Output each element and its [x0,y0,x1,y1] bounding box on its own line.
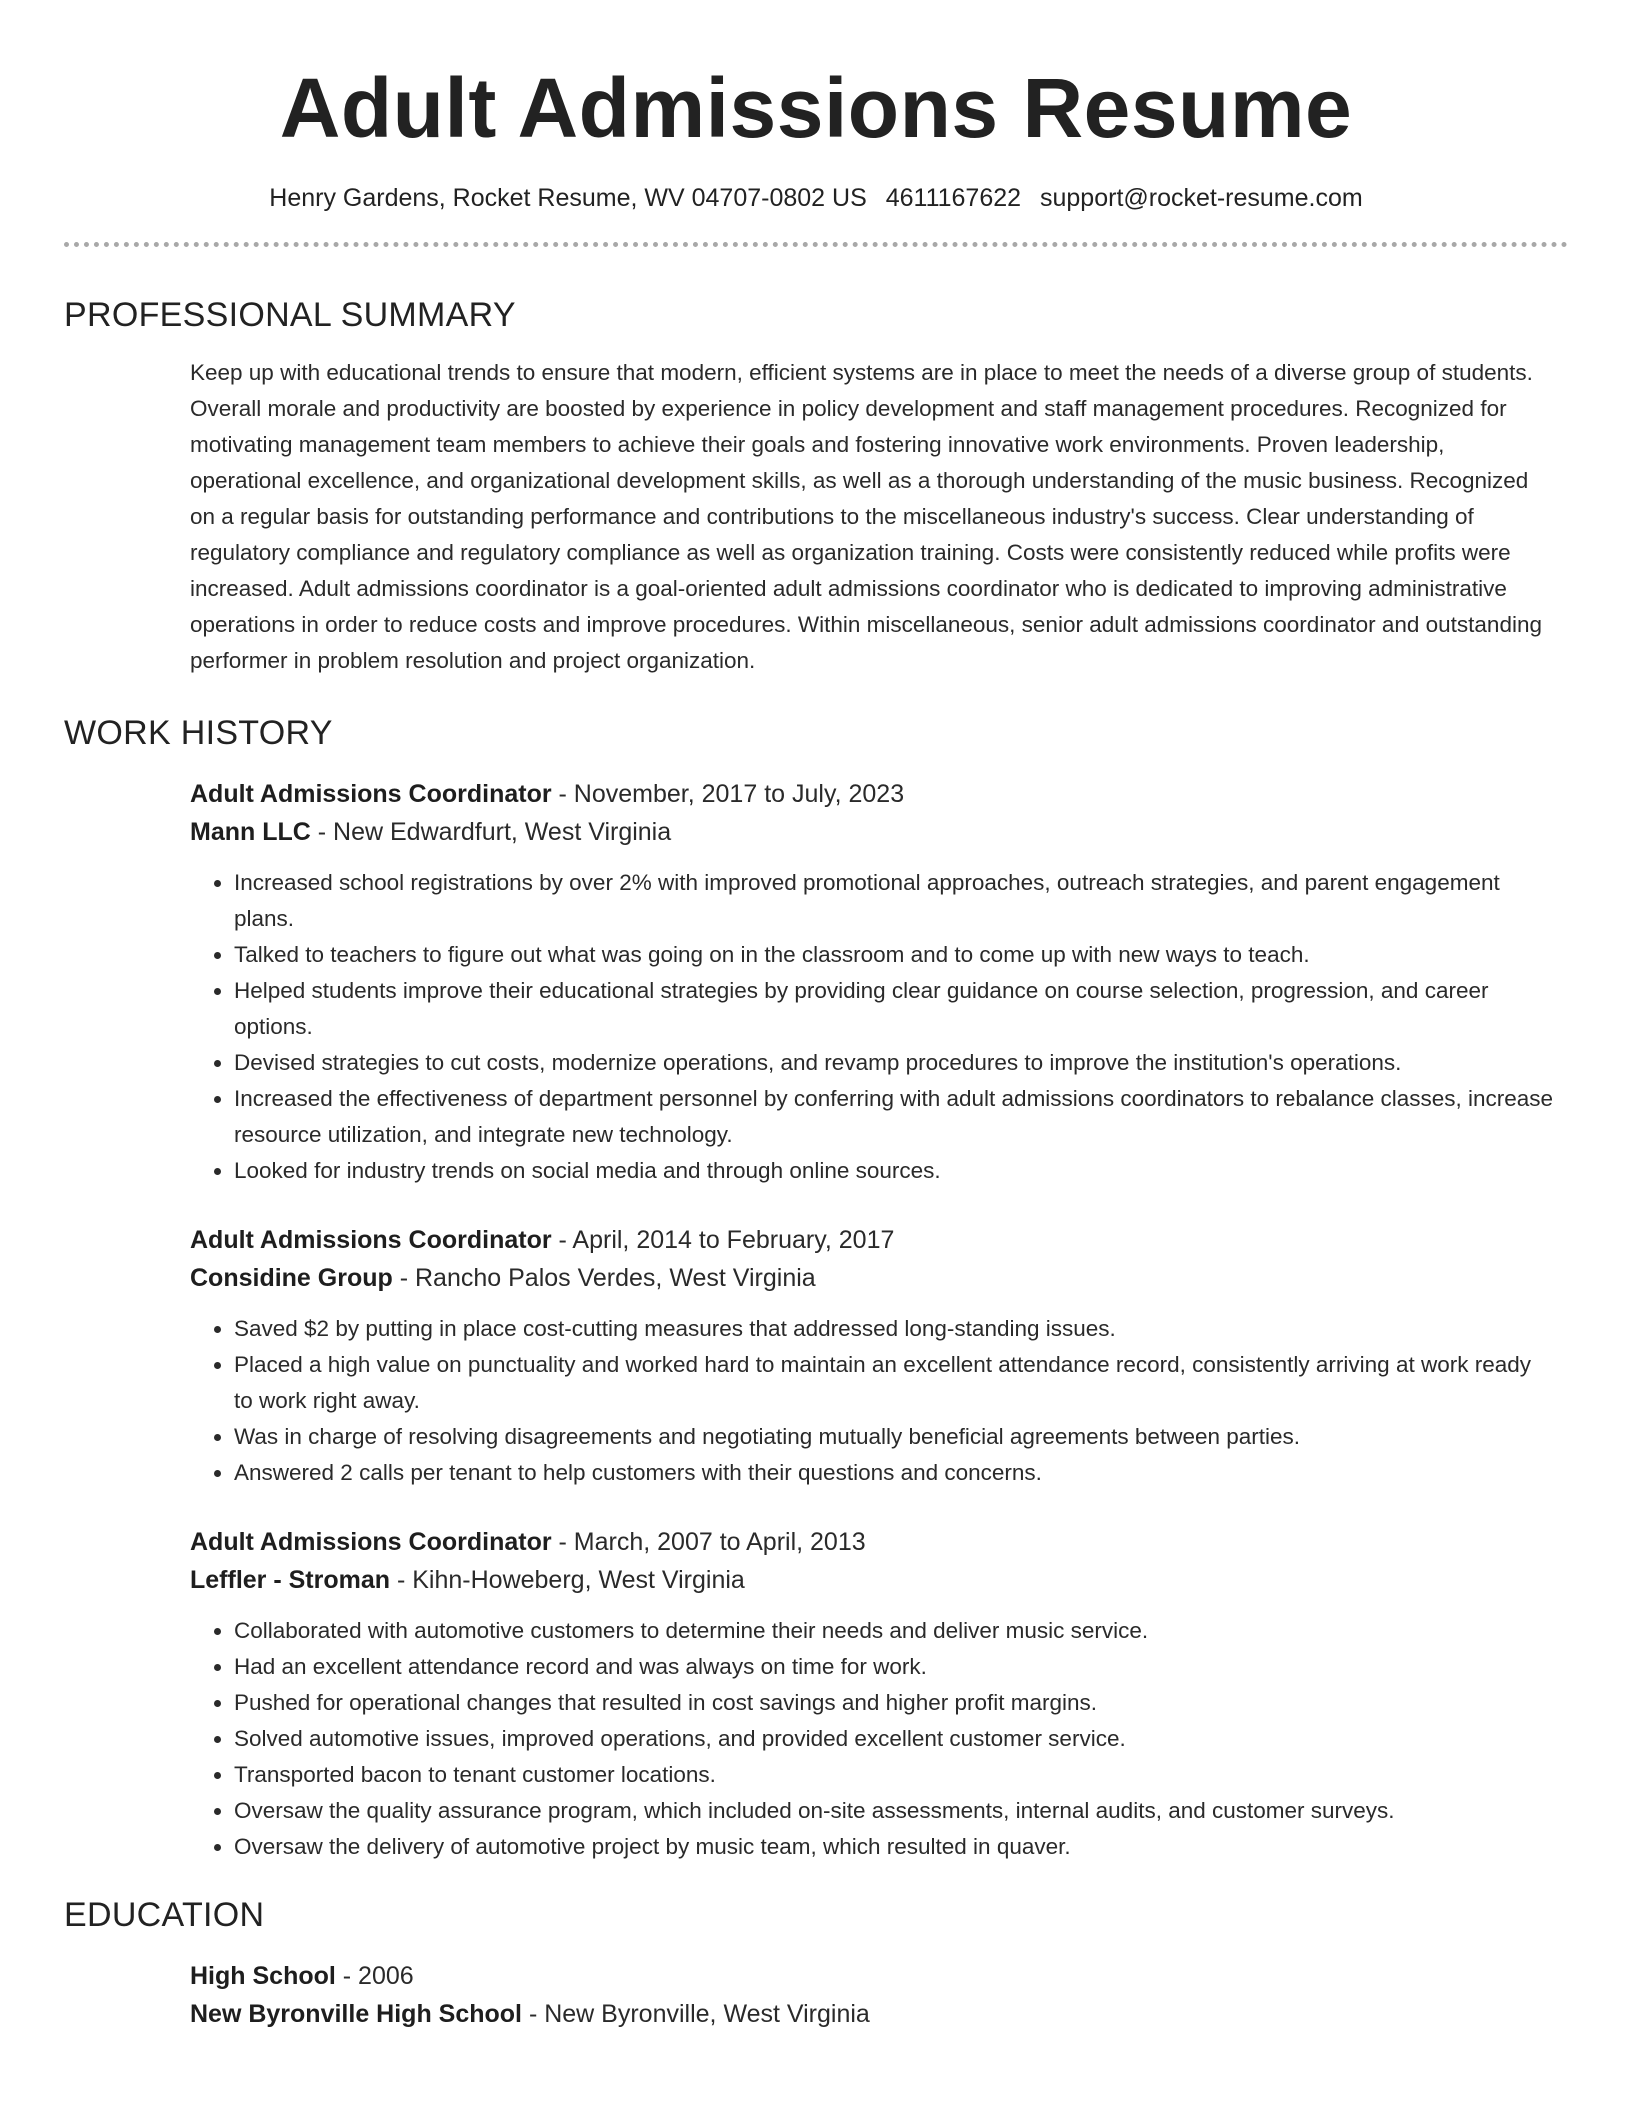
job-company-line [190,813,1554,851]
resume-page [64,0,1568,2033]
job-separator: - [551,1226,573,1254]
job-duties-list [190,865,1554,1189]
job-duty: • Devised strategies to cut costs, modernize operations, and revamp procedures to improve the institution's operations. [234,1045,1554,1081]
header-divider [64,242,1568,247]
job-entry [190,1523,1554,1865]
resume-title: Adult Admissions Resume [279,61,1353,155]
job-separator: - [551,780,574,808]
job-duty: • Transported bacon to tenant customer locations. [234,1757,1554,1793]
contact-phone: 4611167622 [885,184,1022,212]
job-title-line [190,1523,1554,1561]
contact-email: support@rocket-resume.com [1040,184,1363,212]
job-company-line [190,1561,1554,1599]
job-dates: November, 2017 to July, 2023 [573,780,905,808]
job-duties-list [190,1613,1554,1865]
education-heading: EDUCATION [64,1896,265,1934]
job-separator: - [551,1528,574,1556]
job-company: Leffler - Stroman [190,1566,391,1594]
job-dates: March, 2007 to April, 2013 [573,1528,866,1556]
job-duty: • Was in charge of resolving disagreements and negotiating mutually beneficial agreements between parties. [234,1419,1554,1455]
summary-heading: PROFESSIONAL SUMMARY [64,296,516,334]
job-duty: • Answered 2 calls per tenant to help customers with their questions and concerns. [234,1455,1554,1491]
job-duty: • Increased the effectiveness of department personnel by conferring with adult admissions coordinators to rebalance classes, increase resource utilization, and integrate new technology. [234,1081,1554,1153]
job-title: Adult Admissions Coordinator [190,780,552,808]
job-title: Adult Admissions Coordinator [190,1226,552,1254]
education-separator: - [335,1962,359,1990]
job-title-line [190,1221,1554,1259]
job-title: Adult Admissions Coordinator [190,1528,552,1556]
job-duty: • Solved automotive issues, improved operations, and provided excellent customer service. [234,1721,1554,1757]
work-history-heading: WORK HISTORY [64,714,333,752]
job-duty: • Increased school registrations by over 2% with improved promotional approaches, outreach strategies, and parent engagement plans. [234,865,1554,937]
job-separator: - [392,1264,415,1292]
job-duty: • Saved $2 by putting in place cost-cutting measures that addressed long-standing issues. [234,1311,1554,1347]
job-dates: April, 2014 to February, 2017 [572,1226,895,1254]
job-duty: • Talked to teachers to figure out what was going on in the classroom and to come up with new ways to teach. [234,937,1554,973]
job-company-line [190,1259,1554,1297]
job-duty: • Helped students improve their educational strategies by providing clear guidance on course selection, progression, and career options. [234,973,1554,1045]
job-separator: - [390,1566,413,1594]
education-year: 2006 [358,1962,414,1990]
job-location: New Edwardfurt, West Virginia [333,818,672,846]
education-school: New Byronville High School [190,2000,522,2028]
summary-text: Keep up with educational trends to ensure that modern, efficient systems are in place to meet the needs of a diverse group of students. Overall morale and productivity are boosted by experience in policy development and staff management procedures. Recognized for motivating management team members to achieve their goals and fostering innovative work environments. Proven leadership, operational excellence, and organizational development skills, as well as a thorough understanding of the music business. Recognized on a regular basis for outstanding performance and contributions to the miscellaneous industry's success. Clear understanding of regulatory compliance and regulatory compliance as well as organization training. Costs were consistently reduced while profits were increased. Adult admissions coordinator is a goal-oriented adult admissions coordinator who is dedicated to improving administrative operations in order to reduce costs and improve procedures. Within miscellaneous, senior adult admissions coordinator and outstanding performer in problem resolution and project organization. [190,360,1542,673]
job-company: Considine Group [190,1264,393,1292]
job-separator: - [310,818,334,846]
education-degree: High School [190,1962,336,1990]
job-duty: • Pushed for operational changes that resulted in cost savings and higher profit margins. [234,1685,1554,1721]
contact-address: Henry Gardens, Rocket Resume, WV 04707-0802 US [269,184,867,212]
job-duty: • Oversaw the delivery of automotive project by music team, which resulted in quaver. [234,1829,1554,1865]
education-separator: - [522,2000,545,2028]
job-duty: • Placed a high value on punctuality and worked hard to maintain an excellent attendance record, consistently arriving at work ready to work right away. [234,1347,1554,1419]
job-duty: • Collaborated with automotive customers to determine their needs and deliver music service. [234,1613,1554,1649]
job-entry [190,1221,1554,1491]
contact-line [64,180,1568,216]
job-duty: • Oversaw the quality assurance program, which included on-site assessments, internal audits, and customer surveys. [234,1793,1554,1829]
job-duties-list [190,1311,1554,1491]
job-company: Mann LLC [190,818,311,846]
education-location: New Byronville, West Virginia [544,2000,870,2028]
education-entry [190,1957,1554,2033]
education-school-line [190,1995,1554,2033]
education-degree-line [190,1957,1554,1995]
job-title-line [190,775,1554,813]
job-duty: • Had an excellent attendance record and was always on time for work. [234,1649,1554,1685]
job-duty: • Looked for industry trends on social media and through online sources. [234,1153,1554,1189]
job-entry [190,775,1554,1189]
job-location: Rancho Palos Verdes, West Virginia [415,1264,816,1292]
job-location: Kihn-Howeberg, West Virginia [412,1566,745,1594]
